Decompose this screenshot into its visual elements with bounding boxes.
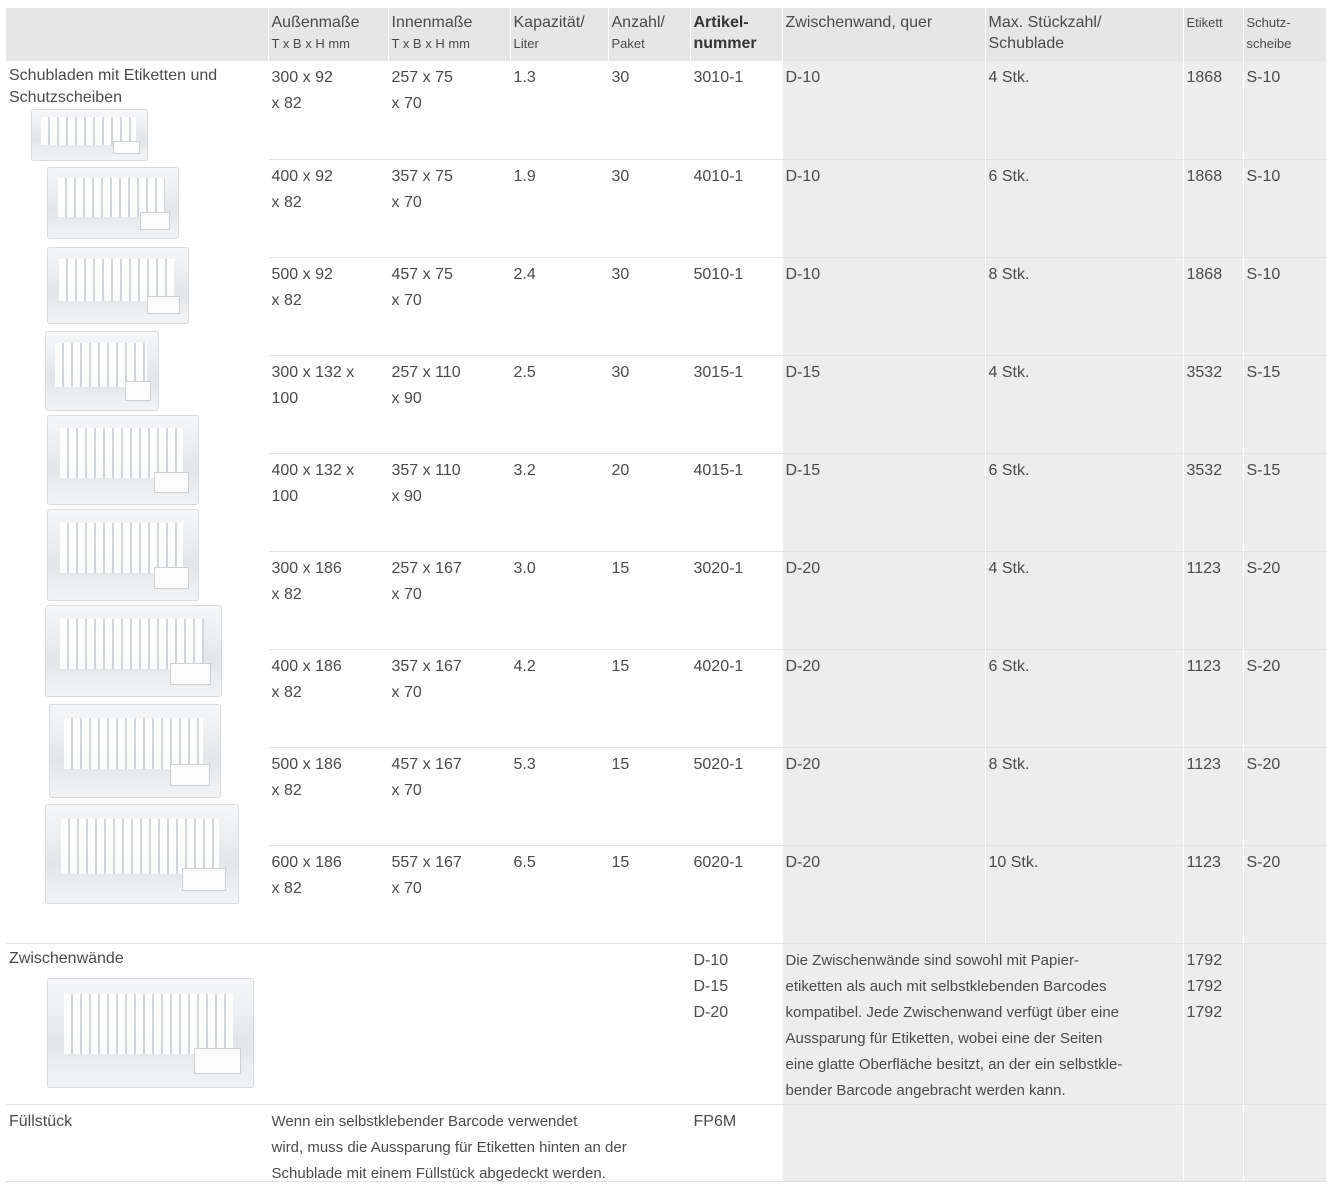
cell-capacity: 4.2: [510, 649, 608, 747]
cell-quantity: 15: [608, 551, 690, 649]
cell-divider: D-20: [782, 845, 985, 943]
header-capacity: Kapazität/ Liter: [510, 8, 608, 61]
cell-max: 4 Stk.: [985, 355, 1183, 453]
cell-article: 4015-1: [690, 453, 782, 551]
header-label: Etikett: [1183, 8, 1243, 61]
header-shield: Schutz- scheibe: [1243, 8, 1326, 61]
cell-inner: 357 x 110 x 90: [388, 453, 510, 551]
cell-label: 1123: [1183, 551, 1243, 649]
cell-max: 6 Stk.: [985, 159, 1183, 257]
header-quantity: Anzahl/ Paket: [608, 8, 690, 61]
cell-max: 10 Stk.: [985, 845, 1183, 943]
cell-article: 4010-1: [690, 159, 782, 257]
cell-quantity: 15: [608, 845, 690, 943]
cell-inner: 457 x 167 x 70: [388, 747, 510, 845]
cell-capacity: 6.5: [510, 845, 608, 943]
cell-divider: D-20: [782, 747, 985, 845]
cell-divider: D-20: [782, 649, 985, 747]
header-max-count: Max. Stückzahl/ Schublade: [985, 8, 1183, 61]
cell-article: 4020-1: [690, 649, 782, 747]
cell-inner: 357 x 75 x 70: [388, 159, 510, 257]
cell-capacity: 2.4: [510, 257, 608, 355]
cell-article: 6020-1: [690, 845, 782, 943]
cell-quantity: 20: [608, 453, 690, 551]
table-row: [6, 61, 1326, 159]
cell-quantity: 30: [608, 159, 690, 257]
cell-capacity: 2.5: [510, 355, 608, 453]
cell-label: 1868: [1183, 257, 1243, 355]
cell-article: 3010-1: [690, 61, 782, 159]
filler-note: Wenn ein selbstklebender Barcode verwendet wird, muss die Aussparung für Etiketten hinten an der Schublade mit einem Füllstück abgedeckt werden.: [268, 1104, 690, 1181]
cell-max: 6 Stk.: [985, 453, 1183, 551]
cell-label: 1868: [1183, 61, 1243, 159]
filler-article-number: FP6M: [690, 1104, 782, 1181]
cell-shield: S-20: [1243, 649, 1326, 747]
cell-capacity: 5.3: [510, 747, 608, 845]
cell-inner: 257 x 110 x 90: [388, 355, 510, 453]
cell-divider: D-10: [782, 257, 985, 355]
header-outer-dimensions: Außenmaße T x B x H mm: [268, 8, 388, 61]
cell-divider: D-10: [782, 159, 985, 257]
cell-outer: 400 x 92 x 82: [268, 159, 388, 257]
drawer-thumbnail-icon: [45, 804, 239, 904]
cell-empty: [1183, 1104, 1243, 1181]
cell-empty: [608, 943, 690, 1104]
cell-empty: [1243, 1104, 1326, 1181]
filler-row: [6, 1104, 1326, 1181]
drawer-thumbnail-icon: [31, 109, 148, 161]
cell-shield: S-15: [1243, 453, 1326, 551]
divider-article-numbers: D-10 D-15 D-20: [690, 943, 782, 1104]
header-inner-dimensions: Innenmaße T x B x H mm: [388, 8, 510, 61]
cell-shield: S-10: [1243, 61, 1326, 159]
cell-shield: S-20: [1243, 845, 1326, 943]
cell-capacity: 1.3: [510, 61, 608, 159]
dividers-row: [6, 943, 1326, 1104]
cell-divider: D-15: [782, 355, 985, 453]
drawer-thumbnail-icon: [45, 605, 222, 697]
cell-capacity: 1.9: [510, 159, 608, 257]
cell-quantity: 30: [608, 61, 690, 159]
divider-thumbnail-icon: [47, 978, 254, 1088]
cell-empty: [388, 943, 510, 1104]
cell-outer: 400 x 186 x 82: [268, 649, 388, 747]
header-article-number: Artikel- nummer: [690, 8, 782, 61]
header-divider: Zwischenwand, quer: [782, 8, 985, 61]
cell-inner: 257 x 75 x 70: [388, 61, 510, 159]
cell-shield: S-20: [1243, 551, 1326, 649]
cell-label: 1868: [1183, 159, 1243, 257]
cell-inner: 557 x 167 x 70: [388, 845, 510, 943]
cell-max: 8 Stk.: [985, 257, 1183, 355]
cell-inner: 357 x 167 x 70: [388, 649, 510, 747]
cell-shield: S-10: [1243, 257, 1326, 355]
drawer-thumbnails: [9, 109, 264, 939]
cell-label: 1123: [1183, 845, 1243, 943]
cell-inner: 457 x 75 x 70: [388, 257, 510, 355]
drawer-thumbnail-icon: [47, 415, 199, 505]
cell-article: 3015-1: [690, 355, 782, 453]
drawer-thumbnail-icon: [47, 247, 189, 324]
filler-section-label: Füllstück: [6, 1104, 268, 1181]
divider-label-numbers: 1792 1792 1792: [1183, 943, 1243, 1104]
cell-shield: S-10: [1243, 159, 1326, 257]
cell-label: 3532: [1183, 453, 1243, 551]
cell-label: 1123: [1183, 747, 1243, 845]
cell-outer: 600 x 186 x 82: [268, 845, 388, 943]
cell-outer: 400 x 132 x 100: [268, 453, 388, 551]
divider-compatibility-note: Die Zwischenwände sind sowohl mit Papier- etiketten als auch mit selbstklebenden Barcodes kompatibel. Jede Zwischenwand verfügt über eine Aussparung für Etiketten, wobei eine der Seiten eine glatte Oberfläche besitzt, an der ein selbstkle- bender Barcode angebracht werden kann.: [782, 943, 1183, 1104]
dividers-section-label: Zwischenwände: [9, 949, 124, 967]
drawer-thumbnail-icon: [47, 509, 199, 601]
cell-empty: [782, 1104, 1183, 1181]
cell-empty: [510, 943, 608, 1104]
cell-outer: 300 x 186 x 82: [268, 551, 388, 649]
cell-article: 5010-1: [690, 257, 782, 355]
cell-article: 5020-1: [690, 747, 782, 845]
cell-label: 1123: [1183, 649, 1243, 747]
cell-capacity: 3.2: [510, 453, 608, 551]
cell-quantity: 30: [608, 257, 690, 355]
cell-capacity: 3.0: [510, 551, 608, 649]
cell-empty: [268, 943, 388, 1104]
table-header-row: [6, 8, 1326, 61]
cell-max: 4 Stk.: [985, 551, 1183, 649]
cell-empty: [1243, 943, 1326, 1104]
header-section: [6, 8, 268, 61]
drawers-section-label: Schubladen mit Etiketten und Schutzscheiben: [9, 67, 218, 106]
cell-divider: D-10: [782, 61, 985, 159]
cell-article: 3020-1: [690, 551, 782, 649]
cell-quantity: 15: [608, 747, 690, 845]
cell-outer: 300 x 92 x 82: [268, 61, 388, 159]
cell-quantity: 30: [608, 355, 690, 453]
drawer-thumbnail-icon: [45, 331, 159, 411]
cell-outer: 500 x 186 x 82: [268, 747, 388, 845]
cell-shield: S-20: [1243, 747, 1326, 845]
cell-outer: 300 x 132 x 100: [268, 355, 388, 453]
product-spec-table: [6, 8, 1327, 1182]
drawers-section-cell: [6, 61, 268, 943]
cell-quantity: 15: [608, 649, 690, 747]
cell-max: 4 Stk.: [985, 61, 1183, 159]
cell-divider: D-20: [782, 551, 985, 649]
drawer-thumbnail-icon: [47, 167, 179, 239]
cell-shield: S-15: [1243, 355, 1326, 453]
cell-label: 3532: [1183, 355, 1243, 453]
drawer-thumbnail-icon: [49, 704, 221, 798]
cell-max: 6 Stk.: [985, 649, 1183, 747]
cell-inner: 257 x 167 x 70: [388, 551, 510, 649]
cell-outer: 500 x 92 x 82: [268, 257, 388, 355]
cell-divider: D-15: [782, 453, 985, 551]
dividers-section-cell: [6, 943, 268, 1104]
cell-max: 8 Stk.: [985, 747, 1183, 845]
